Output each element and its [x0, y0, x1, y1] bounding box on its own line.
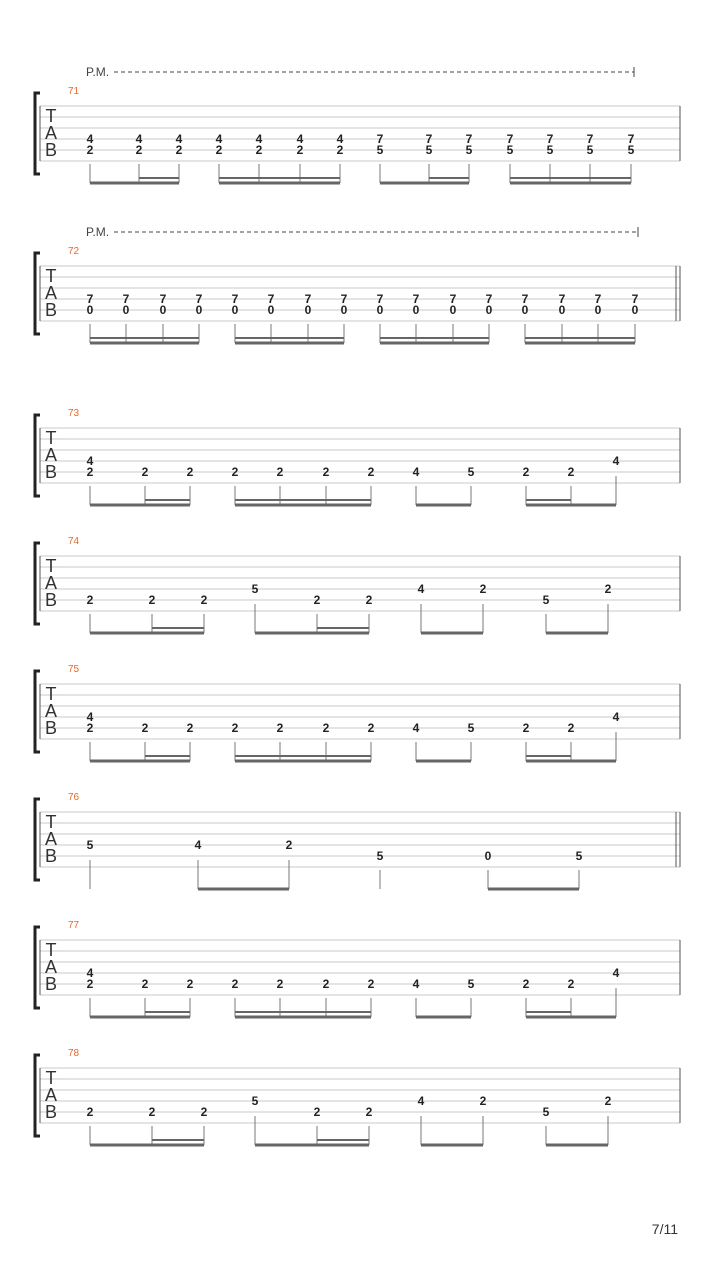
fret-number: 7: [376, 292, 384, 306]
fret-number: 0: [521, 303, 529, 317]
fret-number: 2: [141, 977, 149, 991]
fret-number: 2: [200, 1105, 208, 1119]
fret-number: 0: [340, 303, 348, 317]
fret-number: 4: [175, 132, 183, 146]
fret-number: 5: [586, 143, 594, 157]
fret-number: 0: [267, 303, 275, 317]
fret-number: 0: [485, 303, 493, 317]
tab-clef-letter: A: [44, 701, 58, 721]
fret-number: 5: [86, 838, 94, 852]
fret-number: 5: [376, 849, 384, 863]
fret-number: 0: [86, 303, 94, 317]
fret-number: 2: [479, 582, 487, 596]
fret-number: 7: [122, 292, 130, 306]
fret-number: 7: [231, 292, 239, 306]
fret-number: 5: [542, 593, 550, 607]
fret-number: 2: [135, 143, 143, 157]
tab-staff-system: [35, 664, 680, 761]
fret-number: 4: [215, 132, 223, 146]
tab-clef-letter: B: [44, 462, 58, 482]
tab-clef-letter: B: [44, 846, 58, 866]
fret-number: 7: [304, 292, 312, 306]
fret-number: 4: [412, 721, 420, 735]
fret-number: 2: [604, 582, 612, 596]
tab-clef-letter: A: [44, 1085, 58, 1105]
fret-number: 7: [267, 292, 275, 306]
fret-number: 2: [255, 143, 263, 157]
fret-number: 2: [567, 977, 575, 991]
fret-number: 0: [376, 303, 384, 317]
fret-number: 4: [135, 132, 143, 146]
fret-number: 2: [276, 977, 284, 991]
tab-clef-letter: T: [45, 556, 57, 576]
measure-number: 72: [68, 246, 80, 257]
fret-number: 7: [627, 132, 635, 146]
fret-number: 0: [484, 849, 492, 863]
fret-number: 7: [159, 292, 167, 306]
fret-number: 4: [255, 132, 263, 146]
fret-number: 7: [485, 292, 493, 306]
fret-number: 7: [586, 132, 594, 146]
tab-clef-letter: A: [44, 573, 58, 593]
fret-number: 7: [631, 292, 639, 306]
fret-number: 4: [86, 454, 94, 468]
fret-number: 2: [86, 977, 94, 991]
fret-number: 4: [86, 966, 94, 980]
fret-number: 2: [186, 465, 194, 479]
fret-number: 7: [86, 292, 94, 306]
fret-number: 5: [467, 721, 475, 735]
fret-number: 0: [304, 303, 312, 317]
fret-number: 7: [546, 132, 554, 146]
tab-staff-system: [35, 65, 680, 183]
fret-number: 2: [148, 593, 156, 607]
tab-clef-letter: A: [44, 283, 58, 303]
fret-number: 2: [276, 465, 284, 479]
measure-number: 74: [68, 536, 80, 547]
fret-number: 0: [122, 303, 130, 317]
fret-number: 4: [336, 132, 344, 146]
fret-number: 5: [425, 143, 433, 157]
tab-staff-system: [35, 536, 680, 633]
tab-clef-letter: T: [45, 106, 57, 126]
fret-number: 2: [365, 593, 373, 607]
fret-number: 4: [194, 838, 202, 852]
tab-clef-letter: A: [44, 123, 58, 143]
fret-number: 7: [425, 132, 433, 146]
fret-number: 2: [86, 593, 94, 607]
fret-number: 2: [522, 977, 530, 991]
fret-number: 2: [365, 1105, 373, 1119]
fret-number: 2: [367, 465, 375, 479]
fret-number: 2: [336, 143, 344, 157]
fret-number: 2: [567, 721, 575, 735]
system-bracket: [35, 799, 40, 880]
tab-clef-letter: A: [44, 445, 58, 465]
fret-number: 5: [251, 1094, 259, 1108]
fret-number: 2: [86, 143, 94, 157]
fret-number: 2: [522, 721, 530, 735]
measure-number: 71: [68, 86, 80, 97]
fret-number: 4: [412, 465, 420, 479]
fret-number: 0: [631, 303, 639, 317]
fret-number: 2: [141, 721, 149, 735]
fret-number: 7: [521, 292, 529, 306]
fret-number: 2: [86, 1105, 94, 1119]
fret-number: 4: [86, 710, 94, 724]
fret-number: 5: [627, 143, 635, 157]
fret-number: 5: [251, 582, 259, 596]
fret-number: 2: [231, 977, 239, 991]
tab-clef-letter: A: [44, 829, 58, 849]
fret-number: 0: [558, 303, 566, 317]
fret-number: 5: [542, 1105, 550, 1119]
tab-staff-system: [35, 920, 680, 1017]
fret-number: 2: [186, 721, 194, 735]
fret-number: 0: [594, 303, 602, 317]
tab-clef-letter: B: [44, 974, 58, 994]
fret-number: 2: [276, 721, 284, 735]
fret-number: 2: [522, 465, 530, 479]
fret-number: 2: [200, 593, 208, 607]
tab-staff-system: [35, 792, 680, 889]
fret-number: 5: [467, 977, 475, 991]
fret-number: 0: [195, 303, 203, 317]
fret-number: 7: [449, 292, 457, 306]
fret-number: 0: [412, 303, 420, 317]
measure-number: 73: [68, 408, 80, 419]
tab-clef-letter: B: [44, 140, 58, 160]
fret-number: 2: [479, 1094, 487, 1108]
fret-number: 2: [186, 977, 194, 991]
fret-number: 7: [594, 292, 602, 306]
fret-number: 2: [367, 977, 375, 991]
system-bracket: [35, 93, 40, 174]
system-bracket: [35, 415, 40, 496]
system-bracket: [35, 543, 40, 624]
tab-clef-letter: T: [45, 940, 57, 960]
fret-number: 2: [86, 721, 94, 735]
fret-number: 4: [612, 710, 620, 724]
fret-number: 2: [322, 721, 330, 735]
system-bracket: [35, 927, 40, 1008]
fret-number: 2: [567, 465, 575, 479]
fret-number: 2: [322, 977, 330, 991]
fret-number: 4: [612, 966, 620, 980]
tab-clef-letter: T: [45, 428, 57, 448]
fret-number: 7: [465, 132, 473, 146]
fret-number: 7: [506, 132, 514, 146]
tab-clef-letter: T: [45, 1068, 57, 1088]
fret-number: 7: [558, 292, 566, 306]
fret-number: 2: [141, 465, 149, 479]
fret-number: 7: [376, 132, 384, 146]
tab-clef-letter: B: [44, 1102, 58, 1122]
measure-number: 76: [68, 792, 80, 803]
fret-number: 4: [417, 1094, 425, 1108]
fret-number: 4: [86, 132, 94, 146]
fret-number: 2: [231, 721, 239, 735]
tab-staff-system: [35, 225, 680, 343]
palm-mute-label: P.M.: [86, 65, 110, 79]
fret-number: 2: [313, 1105, 321, 1119]
measure-number: 77: [68, 920, 80, 931]
fret-number: 2: [313, 593, 321, 607]
fret-number: 7: [195, 292, 203, 306]
fret-number: 4: [412, 977, 420, 991]
fret-number: 7: [340, 292, 348, 306]
tab-clef-letter: T: [45, 684, 57, 704]
fret-number: 2: [296, 143, 304, 157]
system-bracket: [35, 253, 40, 334]
tab-clef-letter: B: [44, 718, 58, 738]
fret-number: 2: [367, 721, 375, 735]
fret-number: 5: [467, 465, 475, 479]
fret-number: 5: [376, 143, 384, 157]
system-bracket: [35, 1055, 40, 1136]
fret-number: 2: [604, 1094, 612, 1108]
fret-number: 4: [417, 582, 425, 596]
fret-number: 4: [612, 454, 620, 468]
fret-number: 0: [449, 303, 457, 317]
tab-clef-letter: T: [45, 266, 57, 286]
fret-number: 5: [575, 849, 583, 863]
system-bracket: [35, 671, 40, 752]
tab-staff-system: [35, 408, 680, 505]
tab-clef-letter: B: [44, 590, 58, 610]
fret-number: 2: [175, 143, 183, 157]
fret-number: 2: [86, 465, 94, 479]
fret-number: 5: [465, 143, 473, 157]
measure-number: 75: [68, 664, 80, 675]
fret-number: 5: [546, 143, 554, 157]
fret-number: 7: [412, 292, 420, 306]
page-number: 7/11: [651, 1221, 678, 1237]
fret-number: 5: [506, 143, 514, 157]
tab-staff-system: [35, 1048, 680, 1145]
tab-clef-letter: B: [44, 300, 58, 320]
fret-number: 2: [285, 838, 293, 852]
tab-clef-letter: T: [45, 812, 57, 832]
tab-clef-letter: A: [44, 957, 58, 977]
fret-number: 2: [322, 465, 330, 479]
fret-number: 0: [231, 303, 239, 317]
palm-mute-label: P.M.: [86, 225, 110, 239]
measure-number: 78: [68, 1048, 80, 1059]
fret-number: 2: [231, 465, 239, 479]
fret-number: 4: [296, 132, 304, 146]
fret-number: 2: [215, 143, 223, 157]
fret-number: 0: [159, 303, 167, 317]
fret-number: 2: [148, 1105, 156, 1119]
